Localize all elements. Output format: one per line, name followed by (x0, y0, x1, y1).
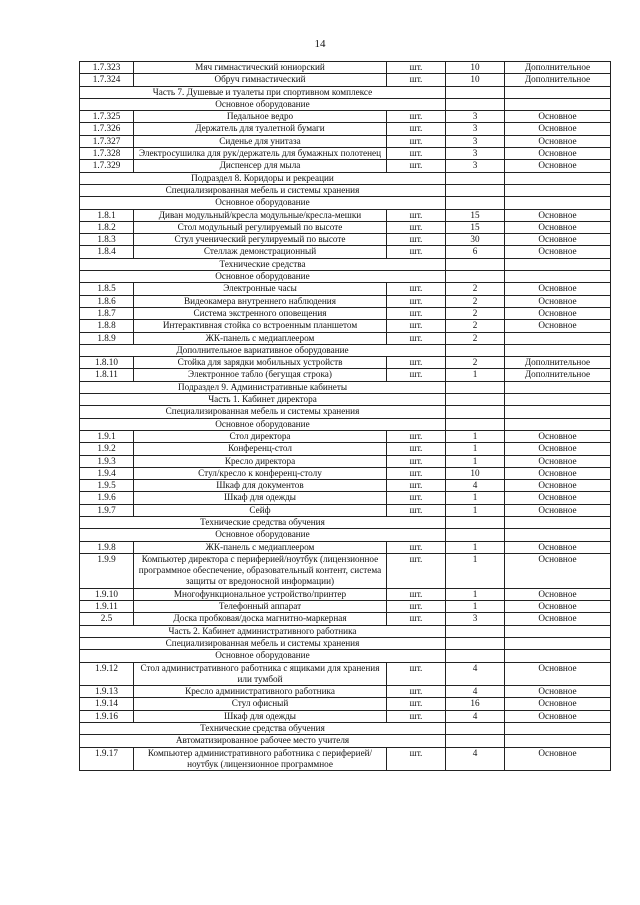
item-type-cell (505, 332, 611, 344)
item-type-cell: Основное (505, 541, 611, 553)
item-name-cell: Электронное табло (бегущая строка) (134, 369, 387, 381)
item-number-cell: 1.7.324 (80, 74, 134, 86)
empty-qty-cell (446, 625, 505, 637)
section-heading: Технические средства (80, 258, 446, 270)
empty-qty-cell (446, 381, 505, 393)
empty-type-cell (505, 98, 611, 110)
section-heading-row (80, 637, 611, 649)
empty-qty-cell (446, 650, 505, 662)
empty-type-cell (505, 344, 611, 356)
table-row (80, 553, 611, 588)
table-row (80, 320, 611, 332)
item-type-cell: Основное (505, 698, 611, 710)
section-heading-row (80, 197, 611, 209)
item-quantity-cell: 10 (446, 467, 505, 479)
item-name-cell: Интерактивная стойка со встроенным планшетом (134, 320, 387, 332)
item-name-cell: Шкаф для одежды (134, 492, 387, 504)
equipment-table-body (80, 62, 611, 771)
empty-type-cell (505, 258, 611, 270)
item-number-cell: 2.5 (80, 613, 134, 625)
table-row (80, 613, 611, 625)
item-quantity-cell: 2 (446, 320, 505, 332)
item-unit-cell: шт. (387, 541, 446, 553)
item-name-cell: Доска пробковая/доска магнитно-маркерная (134, 613, 387, 625)
section-heading-row (80, 516, 611, 528)
section-heading: Специализированная мебель и системы хранения (80, 184, 446, 196)
empty-type-cell (505, 637, 611, 649)
table-row (80, 430, 611, 442)
item-number-cell: 1.9.10 (80, 588, 134, 600)
item-type-cell: Основное (505, 430, 611, 442)
item-type-cell: Основное (505, 246, 611, 258)
item-name-cell: Конференц-стол (134, 443, 387, 455)
item-unit-cell: шт. (387, 553, 446, 588)
item-unit-cell: шт. (387, 480, 446, 492)
table-row (80, 148, 611, 160)
item-quantity-cell: 30 (446, 234, 505, 246)
table-row (80, 307, 611, 319)
table-row (80, 246, 611, 258)
section-heading-row (80, 86, 611, 98)
table-row (80, 662, 611, 686)
empty-type-cell (505, 86, 611, 98)
item-number-cell: 1.9.6 (80, 492, 134, 504)
item-type-cell: Основное (505, 492, 611, 504)
item-name-cell: Стол директора (134, 430, 387, 442)
item-number-cell: 1.8.8 (80, 320, 134, 332)
item-number-cell: 1.9.1 (80, 430, 134, 442)
item-type-cell: Основное (505, 123, 611, 135)
item-unit-cell: шт. (387, 283, 446, 295)
section-heading: Часть 2. Кабинет административного работника (80, 625, 446, 637)
item-quantity-cell: 2 (446, 332, 505, 344)
item-name-cell: Мяч гимнастический юниорский (134, 62, 387, 74)
item-quantity-cell: 2 (446, 295, 505, 307)
table-row (80, 295, 611, 307)
item-quantity-cell: 3 (446, 160, 505, 172)
item-type-cell: Основное (505, 467, 611, 479)
item-type-cell: Основное (505, 553, 611, 588)
item-number-cell: 1.9.4 (80, 467, 134, 479)
table-row (80, 74, 611, 86)
section-heading-row (80, 650, 611, 662)
item-quantity-cell: 15 (446, 209, 505, 221)
item-type-cell: Основное (505, 320, 611, 332)
item-type-cell: Основное (505, 148, 611, 160)
empty-qty-cell (446, 258, 505, 270)
empty-type-cell (505, 172, 611, 184)
equipment-table (79, 61, 611, 771)
table-row (80, 747, 611, 771)
item-unit-cell: шт. (387, 148, 446, 160)
item-number-cell: 1.7.325 (80, 111, 134, 123)
table-row (80, 467, 611, 479)
item-type-cell: Основное (505, 443, 611, 455)
empty-qty-cell (446, 184, 505, 196)
item-unit-cell: шт. (387, 710, 446, 722)
item-type-cell: Основное (505, 601, 611, 613)
empty-qty-cell (446, 529, 505, 541)
item-name-cell: Стул ученический регулируемый по высоте (134, 234, 387, 246)
page-number: 14 (314, 38, 326, 50)
empty-type-cell (505, 516, 611, 528)
item-quantity-cell: 4 (446, 710, 505, 722)
item-quantity-cell: 2 (446, 283, 505, 295)
empty-type-cell (505, 418, 611, 430)
item-unit-cell: шт. (387, 455, 446, 467)
empty-qty-cell (446, 344, 505, 356)
item-quantity-cell: 10 (446, 74, 505, 86)
section-heading: Основное оборудование (80, 197, 446, 209)
item-type-cell: Основное (505, 710, 611, 722)
item-quantity-cell: 1 (446, 443, 505, 455)
empty-type-cell (505, 271, 611, 283)
item-quantity-cell: 10 (446, 62, 505, 74)
item-name-cell: Электронные часы (134, 283, 387, 295)
section-heading: Часть 7. Душевые и туалеты при спортивном комплексе (80, 86, 446, 98)
item-name-cell: Шкаф для документов (134, 480, 387, 492)
item-number-cell: 1.8.3 (80, 234, 134, 246)
section-heading: Специализированная мебель и системы хранения (80, 406, 446, 418)
section-heading-row (80, 344, 611, 356)
empty-type-cell (505, 381, 611, 393)
item-name-cell: Кресло административного работника (134, 686, 387, 698)
table-row (80, 62, 611, 74)
section-heading-row (80, 723, 611, 735)
empty-qty-cell (446, 723, 505, 735)
item-number-cell: 1.8.10 (80, 357, 134, 369)
item-quantity-cell: 2 (446, 357, 505, 369)
table-row (80, 123, 611, 135)
item-name-cell: Компьютер административного работника с периферией/ноутбук (лицензионное программное (134, 747, 387, 771)
item-unit-cell: шт. (387, 357, 446, 369)
empty-type-cell (505, 650, 611, 662)
item-name-cell: Телефонный аппарат (134, 601, 387, 613)
item-type-cell: Основное (505, 160, 611, 172)
item-quantity-cell: 3 (446, 123, 505, 135)
item-unit-cell: шт. (387, 135, 446, 147)
item-name-cell: Стол административного работника с ящиками для хранения или тумбой (134, 662, 387, 686)
item-quantity-cell: 3 (446, 135, 505, 147)
table-row (80, 111, 611, 123)
item-quantity-cell: 1 (446, 541, 505, 553)
item-quantity-cell: 1 (446, 455, 505, 467)
item-unit-cell: шт. (387, 123, 446, 135)
empty-qty-cell (446, 418, 505, 430)
item-unit-cell: шт. (387, 246, 446, 258)
item-name-cell: Сейф (134, 504, 387, 516)
item-type-cell: Основное (505, 662, 611, 686)
item-quantity-cell: 3 (446, 148, 505, 160)
item-name-cell: Диван модульный/кресла модульные/кресла-мешки (134, 209, 387, 221)
item-unit-cell: шт. (387, 369, 446, 381)
table-row (80, 504, 611, 516)
item-number-cell: 1.8.6 (80, 295, 134, 307)
section-heading: Дополнительное вариативное оборудование (80, 344, 446, 356)
empty-type-cell (505, 394, 611, 406)
item-quantity-cell: 4 (446, 662, 505, 686)
empty-qty-cell (446, 406, 505, 418)
item-number-cell: 1.7.329 (80, 160, 134, 172)
item-number-cell: 1.8.5 (80, 283, 134, 295)
item-unit-cell: шт. (387, 62, 446, 74)
item-name-cell: Шкаф для одежды (134, 710, 387, 722)
item-name-cell: Стул/кресло к конференц-столу (134, 467, 387, 479)
item-type-cell: Дополнительное (505, 62, 611, 74)
item-type-cell: Основное (505, 307, 611, 319)
item-quantity-cell: 4 (446, 480, 505, 492)
item-unit-cell: шт. (387, 492, 446, 504)
section-heading-row (80, 394, 611, 406)
item-number-cell: 1.9.11 (80, 601, 134, 613)
table-row (80, 135, 611, 147)
item-type-cell: Дополнительное (505, 357, 611, 369)
item-type-cell: Основное (505, 234, 611, 246)
table-row (80, 221, 611, 233)
section-heading-row (80, 406, 611, 418)
section-heading: Подраздел 9. Административные кабинеты (80, 381, 446, 393)
item-unit-cell: шт. (387, 430, 446, 442)
empty-type-cell (505, 184, 611, 196)
item-unit-cell: шт. (387, 221, 446, 233)
section-heading-row (80, 258, 611, 270)
item-name-cell: Видеокамера внутреннего наблюдения (134, 295, 387, 307)
table-row (80, 588, 611, 600)
section-heading-row (80, 271, 611, 283)
item-type-cell: Основное (505, 686, 611, 698)
table-row (80, 332, 611, 344)
item-number-cell: 1.9.9 (80, 553, 134, 588)
item-number-cell: 1.9.2 (80, 443, 134, 455)
item-quantity-cell: 1 (446, 553, 505, 588)
item-number-cell: 1.8.11 (80, 369, 134, 381)
item-unit-cell: шт. (387, 698, 446, 710)
item-number-cell: 1.9.8 (80, 541, 134, 553)
item-quantity-cell: 1 (446, 504, 505, 516)
item-type-cell: Дополнительное (505, 74, 611, 86)
section-heading: Основное оборудование (80, 98, 446, 110)
empty-qty-cell (446, 86, 505, 98)
item-number-cell: 1.7.328 (80, 148, 134, 160)
item-type-cell: Основное (505, 111, 611, 123)
item-name-cell: ЖК-панель с медиаплеером (134, 332, 387, 344)
section-heading-row (80, 529, 611, 541)
table-row (80, 209, 611, 221)
empty-type-cell (505, 735, 611, 747)
item-quantity-cell: 2 (446, 307, 505, 319)
table-row (80, 492, 611, 504)
item-number-cell: 1.8.7 (80, 307, 134, 319)
item-number-cell: 1.9.7 (80, 504, 134, 516)
table-row (80, 455, 611, 467)
item-number-cell: 1.8.4 (80, 246, 134, 258)
item-number-cell: 1.9.17 (80, 747, 134, 771)
item-type-cell: Основное (505, 283, 611, 295)
section-heading: Автоматизированное рабочее место учителя (80, 735, 446, 747)
item-unit-cell: шт. (387, 209, 446, 221)
section-heading-row (80, 735, 611, 747)
item-quantity-cell: 4 (446, 686, 505, 698)
item-unit-cell: шт. (387, 295, 446, 307)
empty-qty-cell (446, 735, 505, 747)
section-heading: Основное оборудование (80, 650, 446, 662)
item-unit-cell: шт. (387, 747, 446, 771)
empty-qty-cell (446, 394, 505, 406)
item-name-cell: ЖК-панель с медиаплеером (134, 541, 387, 553)
section-heading-row (80, 172, 611, 184)
empty-qty-cell (446, 516, 505, 528)
table-row (80, 601, 611, 613)
item-number-cell: 1.8.2 (80, 221, 134, 233)
item-type-cell: Основное (505, 209, 611, 221)
item-type-cell: Основное (505, 221, 611, 233)
item-unit-cell: шт. (387, 504, 446, 516)
table-row (80, 234, 611, 246)
item-name-cell: Стеллаж демонстрационный (134, 246, 387, 258)
section-heading-row (80, 625, 611, 637)
item-quantity-cell: 1 (446, 369, 505, 381)
table-row (80, 710, 611, 722)
item-quantity-cell: 1 (446, 601, 505, 613)
item-quantity-cell: 15 (446, 221, 505, 233)
table-row (80, 443, 611, 455)
item-type-cell: Основное (505, 747, 611, 771)
item-unit-cell: шт. (387, 613, 446, 625)
section-heading: Подраздел 8. Коридоры и рекреации (80, 172, 446, 184)
item-number-cell: 1.7.327 (80, 135, 134, 147)
item-type-cell: Основное (505, 135, 611, 147)
item-name-cell: Держатель для туалетной бумаги (134, 123, 387, 135)
item-name-cell: Сиденье для унитаза (134, 135, 387, 147)
table-row (80, 480, 611, 492)
item-type-cell: Основное (505, 504, 611, 516)
item-number-cell: 1.8.9 (80, 332, 134, 344)
empty-qty-cell (446, 98, 505, 110)
table-row (80, 369, 611, 381)
item-unit-cell: шт. (387, 443, 446, 455)
empty-type-cell (505, 723, 611, 735)
item-name-cell: Диспенсер для мыла (134, 160, 387, 172)
item-number-cell: 1.9.12 (80, 662, 134, 686)
item-unit-cell: шт. (387, 332, 446, 344)
item-name-cell: Стойка для зарядки мобильных устройств (134, 357, 387, 369)
item-unit-cell: шт. (387, 111, 446, 123)
item-number-cell: 1.9.16 (80, 710, 134, 722)
item-unit-cell: шт. (387, 601, 446, 613)
item-name-cell: Система экстренного оповещения (134, 307, 387, 319)
empty-qty-cell (446, 271, 505, 283)
item-unit-cell: шт. (387, 74, 446, 86)
item-number-cell: 1.9.3 (80, 455, 134, 467)
item-unit-cell: шт. (387, 662, 446, 686)
section-heading: Технические средства обучения (80, 516, 446, 528)
empty-qty-cell (446, 172, 505, 184)
table-row (80, 698, 611, 710)
item-name-cell: Многофункциональное устройство/принтер (134, 588, 387, 600)
item-unit-cell: шт. (387, 307, 446, 319)
item-number-cell: 1.8.1 (80, 209, 134, 221)
item-name-cell: Обруч гимнастический (134, 74, 387, 86)
empty-qty-cell (446, 197, 505, 209)
empty-type-cell (505, 529, 611, 541)
empty-type-cell (505, 406, 611, 418)
item-number-cell: 1.9.14 (80, 698, 134, 710)
item-quantity-cell: 1 (446, 492, 505, 504)
item-name-cell: Педальное ведро (134, 111, 387, 123)
item-number-cell: 1.7.323 (80, 62, 134, 74)
item-type-cell: Дополнительное (505, 369, 611, 381)
section-heading-row (80, 381, 611, 393)
item-unit-cell: шт. (387, 686, 446, 698)
table-row (80, 357, 611, 369)
empty-type-cell (505, 197, 611, 209)
section-heading: Технические средства обучения (80, 723, 446, 735)
item-quantity-cell: 3 (446, 111, 505, 123)
item-unit-cell: шт. (387, 234, 446, 246)
section-heading: Основное оборудование (80, 529, 446, 541)
empty-type-cell (505, 625, 611, 637)
item-quantity-cell: 1 (446, 588, 505, 600)
item-type-cell: Основное (505, 295, 611, 307)
section-heading-row (80, 418, 611, 430)
item-number-cell: 1.9.5 (80, 480, 134, 492)
table-row (80, 283, 611, 295)
section-heading-row (80, 98, 611, 110)
table-row (80, 160, 611, 172)
item-quantity-cell: 3 (446, 613, 505, 625)
item-quantity-cell: 1 (446, 430, 505, 442)
item-name-cell: Электросушилка для рук/держатель для бумажных полотенец (134, 148, 387, 160)
item-name-cell: Кресло директора (134, 455, 387, 467)
empty-qty-cell (446, 637, 505, 649)
section-heading: Специализированная мебель и системы хранения (80, 637, 446, 649)
item-quantity-cell: 16 (446, 698, 505, 710)
item-type-cell: Основное (505, 480, 611, 492)
item-name-cell: Компьютер директора с периферией/ноутбук (лицензионное программное обеспечение, образовательный контент, система защиты от вредоносной информации) (134, 553, 387, 588)
item-unit-cell: шт. (387, 320, 446, 332)
item-unit-cell: шт. (387, 160, 446, 172)
section-heading: Основное оборудование (80, 271, 446, 283)
section-heading-row (80, 184, 611, 196)
item-number-cell: 1.9.13 (80, 686, 134, 698)
item-type-cell: Основное (505, 588, 611, 600)
item-quantity-cell: 6 (446, 246, 505, 258)
item-name-cell: Стол модульный регулируемый по высоте (134, 221, 387, 233)
section-heading: Основное оборудование (80, 418, 446, 430)
section-heading: Часть 1. Кабинет директора (80, 394, 446, 406)
table-row (80, 541, 611, 553)
table-row (80, 686, 611, 698)
item-type-cell: Основное (505, 455, 611, 467)
item-unit-cell: шт. (387, 467, 446, 479)
item-quantity-cell: 4 (446, 747, 505, 771)
item-type-cell: Основное (505, 613, 611, 625)
item-number-cell: 1.7.326 (80, 123, 134, 135)
item-name-cell: Стул офисный (134, 698, 387, 710)
item-unit-cell: шт. (387, 588, 446, 600)
